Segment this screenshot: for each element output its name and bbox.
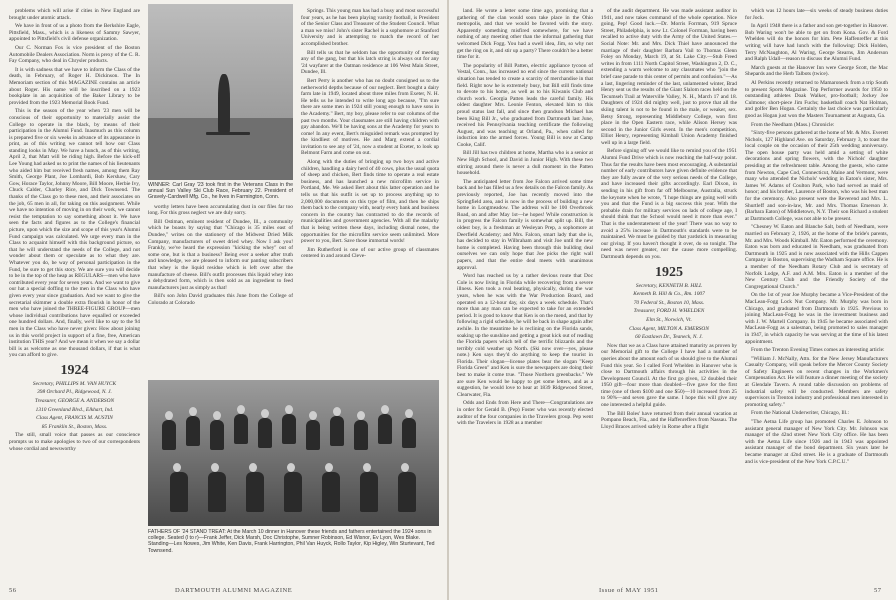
paragraph: "The Aetna Life group has promoted Charles E. Johnson to assistant general manager of New York City. Mr. Johnson was manager of the 42nd street New York City office. He has been with the Aetna Life since 1926 and in 1943 was appointed assistant manager of the bond department. Six years later he became manager at 42nd street. He is a graduate of Dartmouth and is vice-president of the New York C.P.C.U." (745, 419, 888, 465)
class-officer-line: Treasurer, FORD H. WHELDEN (633, 308, 705, 315)
class-1925-heading: 1925 (655, 264, 683, 280)
skier-caption: WINNER: Carl Gray '23 took first in the Veterans Class in the annual Sun Valley Ski Club Race, February 22. President of Gravely-Cardwell Mfg. Co., he lives in Farmington, Conn. (148, 182, 293, 201)
class-officer-line: 60 Eastlawn Dr., Teaneck, N. J. (635, 334, 703, 341)
right-page (449, 0, 896, 600)
left-column-1-tail: The still, small voice that passes as our conscience prompts us to make apologies to two of our correspondents whose cordial and newsworthy (9, 432, 140, 452)
paragraph: worthy letters have been accumulating dust in our files far too long. For this gross neglect we are duly sorry. (148, 203, 293, 217)
right-column-2-text (601, 8, 737, 261)
group-photo (148, 380, 439, 526)
paragraph: Now that we as a Class have attained maturity as proven by our Memorial gift to the College I have had a number of queries about the amount each of us should give to the Alumni Fund this year. So I called Ford Whelden in Hanover who is close to Dartmouth affairs through his activities in the Development Council. At the first go given, 12 doubled their 1950 gift—four more than doubled—five gave for the first time (one of them $100 and one $50)—10 increased from 25 to 90%—and seven gave the same. I hope this will give any one interested a helpful guide. (601, 342, 737, 409)
paragraph: of the audit department. He was made assistant auditor in 1941, and now takes command of the whole operation. Nice going, Pep! Good luck.—Dr. Morris Forrman, 919 Spruce Street, Philadelphia, is now Lt. Colonel Forrman, having been recalled to active duty with the Army of the United States.—Social Note: Mr. and Mrs. Dick Thiel have announced the marriage of their daughter Barbara Vail to Thomas Glenn Foley on Monday, March 19, at St. Lake City.—Stub Freed writes in from 1111 North Capitol Street, Washington 2, D. C., extending a warm welcome to any classmates who "join the brief case parade to this center of permits and confusion."—As a last, lingering reminder of the last, unlamented winter, Brad Henry sent us the results of the Giant Slalom races held on the Tecumseh Trail at Waterville Valley, N. H., March 17 and 18. Daughters of 1924 did mighty well, just to prove that all the skiing talent is not to be found in the male, or weaker, sex. Betsy Strong, representing Middlebury College, won first place in the Open Eastern race, while Alison Hersey was second in the Junior Girls event. In the men's competition, Elliot Henry, representing Kimball Union Academy finished well up in a large field. (601, 8, 737, 146)
paragraph: Al Perkins recently returned to Mamaroneck from a trip South to present Sports Magazine. Top Performer awards for 1950 to outstanding athletes Doak Walker, pro-football; Jockey Joe Culmone; short-piece Jim Fuchs; basketball coach Nat Holman, and golfer Ben Hogan. Certainly the last choice was particularly good as Hogan just won the Masters Tournament at Augusta, Ga. (745, 79, 888, 119)
paragraph: which was 12 hours late—six weeks of steady business duties for Jock. (745, 8, 888, 21)
skier-photo (148, 4, 293, 180)
left-column-2-text (148, 204, 293, 307)
class-officer-line: Treasurer, GEORGE A. ANDERSON (34, 398, 115, 405)
paragraph: "Sixty-five persons gathered at the home of Mr. & Mrs. Everett Nichols, 127 Highland Ave. on Saturday, February 3, to toast the local couple on the occasion of their 25th wedding anniversary. The open house party was held amid a setting of white decorations and spring flowers, with the Nichols' daughter presiding at the refreshment table. Among the guests, who came from Newton, Cape Cod, Connecticut, Maine and Vermont, were many who attended the Nichols' wedding in Eaton's sister, Mrs. James W. Adams of Coulton Park, who had served as maid of honor; and his brother, Laurence of Boston, who was his best man for the ceremony. Also present were the Reverend and Mrs. L. Shurtleff and son-in-law, Mr. and Mrs. Thomas Emerson Jr. (Barbara Eaton) of Middletown, N.Y. Their son Richard a student at Dartmouth College, was not able to be present. (745, 130, 888, 222)
paragraph: This is the season of the year when '23 men will be conscious of their opportunity to materially assist the College to operate in the black, by means of their participation in the Alumni Fund. Inasmuch as this column is prepared five or six weeks in advance of its appearance in print, as of this writing we cannot tell how our Class standing looks in May. We have a hunch, as of this writing, April 2, that Matt will be riding high. Before the kick-off Lee Young had asked us to print the names of his lieutenants who aided him but received fresh names, among them Ray Smith, George Plant, Joe Lombardi, Bob Kershaw, Cary Gow, Horace Taylor, Johnny Moore, Bill Moore, Herbie Ivy, Chuck Calder, Charley Rice, and Dick Townsend. The thanks of the Class go to these men, and their associates on the job, 65 men in all, for taking on this assignment. While we have no intention of moving in on their work, we cannot resist the temptation to say something about it. We have seen the facts and figures as to the College's financial picture, upon which the size and scope of this year's Alumni Fund campaign was calculated. We urge every man in the Class to acquaint himself with this background picture, so that he will understand the needs of the College, and not wonder about them or speculate as to what they are. Whatever you do, be way of personal participation in the Fund, be sure to get this story. We are sure you will decide to be in the top of the heap as REGULARS—men who have contributed every year for seven years. And we want to give our hat a special doffing to the men in the Class who have given every year since graduation. And we want to give the secretarial skimmer a double extra flourish in honor of the men who have joined the THREE-FIGURE GROUP—men whose individual contributions have equalled or exceeded one hundred dollars. And, finally, we'd like to say to the 94 men in the Class who have never given: How about joining us in this world project in support of a fine, free, American institution THIS year? And we mean it when we say a dollar bill is as welcome as one thousand dollars, if that is what you can afford to give. (9, 108, 140, 359)
left-page-number: 56 (9, 587, 17, 594)
left-footer-title: DARTMOUTH ALUMNI MAGAZINE (175, 587, 293, 594)
paragraph: Bert Perry is another who has no doubt consigned us to the netherworld depths because of our neglect. Bert bought a dairy farm late in 1949, located about three miles from Exeter, N. H. He tells us he intended to write long ago because, "I'm sure there are some men in 1924 still young enough to have sons in the Academy." Bert, my boy, please refer to our columns of the past two months. Your classmates are still having children with gay abandon. We'll be having sons at the Academy for years to come! In any event, Bert's misguided remark was prompted by the kindliest of motives. He and Marg extend a cordial invitation to see any of '24, now a student at Exeter, to look up Belmont Farm and come on out. (301, 77, 439, 157)
left-column-1 (9, 8, 140, 584)
paragraph: Along with the duties of bringing up two boys and active children, handling a dairy herd of 40 cows, plus the usual quota of sheep and chicken, Bert finds time to operate a real estate business, and has launched a new microfilm service in Portland, Me. We asked Bert about this latter operation and he tells us that his outfit is set up to process anything up to 2,000,000 documents on this type of film, and then he ships them back to the company with, nearly every bank and business concern in the country has contracted to do the records of municipalities and government agencies. With all the malarky that is being written these days, including dismal notes, the opportunities for the microfilm service seem unlimited. More power to you, Bert. Save those immortal words! (301, 159, 439, 245)
right-column-2 (601, 8, 737, 584)
paragraph: From the Trenton Evening Times comes an interesting article: (751, 347, 885, 354)
class-officer-line: Elm St., Norwich, Vt. (646, 316, 692, 323)
paragraph: Springs. This young man has had a busy and most successful four years, as he has been playing varsity football, is President of the Senior Class and Treasurer of the Student Council. What a man we miss! John's sister Rachel is a sophomore at Stanford University and is attempting to match the record of her accomplished brother. (301, 8, 439, 47)
left-column-3 (301, 8, 439, 298)
class-officer-line: 85 Franklin St., Boston, Mass. (41, 423, 108, 430)
right-page-number: 57 (874, 587, 882, 594)
paragraph: "Chesney W. Eaton and Blanche Salt, both of Needham, were married on February 2, 1926, at the home of the bride's parents, Mr. and Mrs. Woods Kimball. Mr. Eaton performed the ceremony. Eaton was born and educated in Needham, was graduated from Dartmouth in 1925 and is now associated with the Hills Cappen Company in Boston, supervising the Wadham Square office. He is a member of the Needham Rotary Club and is secretary of Norfolk Lodge, A.F. and A.M. Mrs. Eaton is a member of the New Century Club and the Friendly Society of the Congregational Church." (745, 224, 888, 290)
paragraph: On the 1st of year Joe Murphy became a Vice-President of the MacLean-Fogg Lock Nut Company. Mr. Murphy was born in Chicago, and graduated from Dartmouth in 1925. Previous to joining MacLean-Fogg he was in the investment business and with J. W. Martell Company. In 1945 he became associated with MacLean-Fogg as a salesman, being promoted to sales manager in 1947, in which capacity he was serving at the time of his latest appointment. (745, 292, 888, 345)
paragraph: problems which will arise if cities in New England are brought under atomic attack. (9, 8, 140, 21)
right-column-2-tail (601, 343, 737, 431)
paragraph: Bill Jill has two children at home, Martha who is a senior at New High School, and David in Junior High. With these two stirring around there is never a dull moment in the Patten household. (457, 150, 593, 177)
paragraph: Bill Ostiman, eminent resident of Dundee, Ill., a community which he boasts by saying that "Chicago is 35 miles east of Dundee," writes on the stationery of the Midwest Dried Milk Company, manufacturers of sweet dried whey. Now I ask you! Frankly, we've heard the expression "kicking the whey" out of some one, but is that a business? Being ever a seeker after truth and knowledge, we are pleased to inform our panting subscribers that whey is the liquid residue which is left over after the manufacture of cheese. Bill's outfit processes this liquid whey into a dehydrated form, which is then sold as an ingredient to feed manufacturers just as simply as that! (148, 218, 293, 291)
paragraph: It is with sadness that we have to inform the Class of the death, in February, of Roger H. Dickinson. The In Memoriam section of this MAGAZINE contains an article about Roger. His name will be inscribed on a 1923 bookplate in an acquisition of the Baker Library to be provided from the 1923 Memorial Book Fund. (9, 66, 140, 106)
paragraph: From the National Underwriter, Chicago, Ill.: (751, 410, 849, 417)
paragraph: Bill tells us that he seldom has the opportunity of meeting any of the gang, but that his latch string is always out for any '24 wayfarer at the Oatman residence at 106 West Main Street, Dundee, Ill. (301, 49, 439, 76)
right-column-3-text (745, 8, 888, 465)
right-column-1-text (457, 8, 593, 427)
group-photo-caption: FATHERS OF '24 STAND TREAT: At the March 10 dinner in Hanover these friends and fathers entertained the 1924 sons in college. Seated (l to r)—Frank Jeffer, Dick Marsh, Doc Christophe, Sumner Robinson, Ed Wisnor, Ev Lyon, Wes Blake. Standing—Les Nowes, Jim White, Ken Davis, Frank Harrington, Phil Van Huyck, Rollo Taylor, Kip Higley, Win Sturtevant, Ted Townsend. (148, 529, 435, 554)
paragraph: Bill's son John David graduates this June from the College of Colorado at Colorado (148, 293, 293, 306)
paragraph: March guests at the Hanover Inn were George Scott, the Mac Shepards and the Herb Talbots (twice). (745, 64, 888, 78)
paragraph: From the Needham (Mass.) Chronicle: (751, 121, 835, 128)
class-officer-line: 70 Federal St., Boston 10, Mass. (633, 299, 705, 306)
left-column-1-text (9, 8, 140, 359)
class-officer-line: 398 Orchard Pl., Ridgewood, N. J. (37, 389, 112, 396)
left-column-3-text (301, 8, 439, 260)
right-column-3 (745, 8, 888, 584)
class-officer-line: Class Agent, MILTON A. EMERSON (629, 325, 709, 332)
paragraph: The Bill Boles' have returned from their annual vacation at Pompano Beach, Fla., and the Haffenreffers from Nassau. The Lloyd Braces arrived safely in Rome after a flight (601, 410, 737, 430)
right-footer-issue: Issue of MAY 1951 (599, 587, 659, 594)
left-page (0, 0, 447, 600)
class-1924-officers (9, 381, 140, 431)
class-officer-line: Secretary, PHILLIPS M. VAN HUYCK (32, 380, 117, 387)
paragraph: Jim Rutherford is one of our active group of classmates centered in and around Cleve- (301, 246, 439, 260)
paragraph: Word has reached us by a rather devious route that Doc Cole is now living in Florida while recovering from a severe illness. Ken took a real beating, physically, during the war years, when he was with the War Production Board, and operated on a 12-hour day, six days a week schedule. That's more than any man can be expected to take for an extended period. It is good to know that Ken is on the mend, and that by following a rigid schedule, he will be back in shape again after awhile. In the meantime he is reclining on the Florida sands, soaking up the sunshine and getting a great kick out of reading the Florida papers which tell of the terrific blizzards and the terribly cold weather up North. (Ski now over—yes, please note.) Ken says they'd do anything to keep the tourist in Florida. Their slogan—license plates bear the slogan "Keep Florida Green" and Ken is sure the newspapers are doing their best to make it come true. "Those Northern greenbacks." We are sure Ken would be happy to get some letters, and as a suggestion, he would love to hear at 1839 Ridgewood Street, Clearwater, Fla. (457, 273, 593, 398)
paragraph: Before signing off we would like to remind you of the 1951 Alumni Fund Drive which is now reaching the half-way point. Thus far the results have been most encouraging. A substantial number of early contributors have given definite evidence that they are fully aware of the very serious needs of the College, and have increased their gifts accordingly. Earl Dixon, in sending in his gift from far off Melbourne, Australia, struck the keynote when he wrote, "I hope things are going well with you and that the Fund is a big success this year. With the probable drain for military services on lads of college age, I should think that the School would need it more than ever." That is the understatement of the year! There was no way to avoid a 25% increase in Dartmouth's standards were to be maintained. We must be guided by that yardstick in measuring our giving. If you haven't thought it over, do so tonight. The need was never greater, nor the cause more compelling. Dartmouth depends on you. (601, 148, 737, 260)
class-1924-heading: 1924 (60, 362, 89, 378)
paragraph: The popularity of Bill Patten, electric appliance tycoon of Vestal, Conn., has increased no end since the current national situation has tended to create a scarcity of merchandise in that field. Right now he is extremely busy, but Bill still finds time to devote to his home, as well as to his Kiwanis Club and church work. Georgia Patten leads the careful family. His oldest daughter Mrs. Leonie Fenton, elevated him to this proud status last fall, and since then grandson Michael has been King Bill Jr., who graduated from Dartmouth last June, received his Pennsylvania teaching certificate the following August, and was teaching at Orland, Pa., when called for induction into the armed forces. Young Bill is now at Camp Cooke, Calif. (457, 62, 593, 148)
class-officer-line: 1310 Greenland Blvd., Elkhart, Ind. (35, 406, 114, 413)
class-officer-line: Secretary, KENNETH B. HILL (635, 282, 703, 289)
class-1925-officers (601, 283, 737, 341)
paragraph: "William J. McNally, Attn. for the New Jersey Manufacturers Casualty Company, will speak before the Mercer County Society of Safety Engineers on recent changes in the Workmen's Compensation Act. He will feature a dinner meeting of the society at Glendale Tavern. A round table discussion on problems of industrial safety will be conducted. Members are safety supervisors in Trenton industry and professional men interested in promoting safety." (745, 355, 888, 408)
class-officer-line: Kenneth B. Hill & Co., Rm. 1007 (633, 291, 705, 298)
paragraph: In April 1948 there is a father and son get-together in Hanover. Bob Waring won't be able to get on from Kona. Gov. & Ford Whelden will do the honors for him. Pete Haffenreffer at this writing will have had lunch with the following: Dick Holden, Terry McNaughton, Al Waring, George Stearns, Jim Anderson and Ralph Udall—reason to discuss the Alumni Fund. (745, 23, 888, 63)
class-officer-line: Class Agent, FRANCIS M. AUSTIN (36, 415, 113, 422)
paragraph: land. He wrote a letter some time ago, promising that a gathering of the clan would soon take place in the Ohio metropolis, and that we would be favored with the story. Apparently something misfired somewhere, for we have nothing of any meeting other than the informal gathering that welcomed Dick Fogg. You had a swell idea, Jim, so why not get the ring on it, and stir up a party? There couldn't be a better time for it. (457, 8, 593, 61)
paragraph: The anticipated letter from Joe Falcon arrived some time back and he has filled us a few details on the Falcon family. As previously reported, Joe has recently moved into the Springfield area, and is now in the process of building a new home in Longmeadow. The address will be 100 Overbrook Road, on and after May 1st—he hopes! While construction is in progress the Falcon family is somewhat split up. Bill, the oldest boy, is a freshman at Wesleyan Prep, a sophomore at Deerfield Academy; and Mrs. Falcon, smart lady that she is, has decided to stay in Wilbraham and visit Joe until the new home is completed. Having been through this building deal ourselves we can only hope that Joe picks the right wall papers, and that the entire deal meets with unanimous approval. (457, 178, 593, 271)
paragraph: We have in front of us a photo from the Berkshire Eagle, Pittsfield, Mass., which is a likeness of Sammy Sawyer, appointed to Pittsfield's civil defense organization. (9, 23, 140, 43)
right-column-1 (457, 8, 593, 584)
paragraph: Odds and Ends from Here and There—Congratulations are in order for Gerald B. (Pep) Foster who was recently elected auditor of the four companies in the Travelers group. Pep went with the Travelers in 1928 as a member (457, 400, 593, 427)
paragraph: Our C. Norman Fox is vice president of the Boston Automobile Dealers Association. Norm is prexy of the C. R. Fay Company, who deal in Chrysler products. (9, 44, 140, 65)
